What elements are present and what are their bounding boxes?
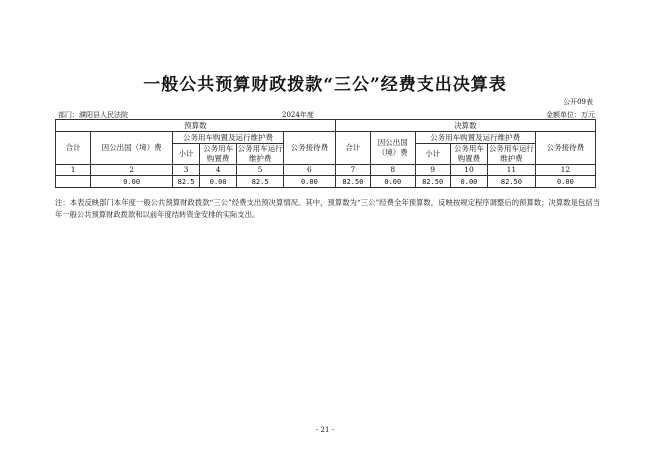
col-number: 5 bbox=[237, 165, 284, 176]
final-total-header: 合计 bbox=[335, 132, 370, 165]
col-number: 10 bbox=[450, 165, 487, 176]
final-reception-header: 公务接待费 bbox=[535, 132, 595, 165]
col-number: 11 bbox=[488, 165, 536, 176]
col-number: 9 bbox=[415, 165, 450, 176]
value-cell: 82.5 bbox=[237, 176, 284, 188]
final-abroad-header: 因公出国（境）费 bbox=[371, 132, 416, 165]
budget-subtotal-header: 小计 bbox=[173, 144, 200, 165]
budget-header: 预算数 bbox=[56, 120, 336, 132]
table-note: 注：本表反映部门本年度一般公共预算财政拨款“三公”经费支出预决算情况。其中，预算数为“三公”经费全年预算数，反映按规定程序调整后的预算数；决算数是包括当年一般公共预算财政拨款和以前年度结转资金安排的实际支出。 bbox=[55, 198, 600, 219]
page-title: 一般公共预算财政拨款“三公”经费支出决算表 bbox=[143, 75, 507, 95]
col-number: 8 bbox=[371, 165, 416, 176]
final-vehicle-buy-header: 公务用车购置费 bbox=[450, 144, 487, 165]
value-cell: 0.00 bbox=[535, 176, 595, 188]
col-number: 12 bbox=[535, 165, 595, 176]
budget-vehicle-run-header: 公务用车运行维护费 bbox=[237, 144, 283, 163]
value-cell: 0.00 bbox=[450, 176, 487, 188]
final-vehicle-run-header: 公务用车运行维护费 bbox=[488, 144, 534, 163]
form-number: 公开09表 bbox=[563, 98, 593, 106]
final-header: 决算数 bbox=[335, 120, 595, 132]
budget-reception-header: 公务接待费 bbox=[283, 132, 335, 165]
final-vehicle-header: 公务用车购置及运行维护费 bbox=[415, 132, 535, 144]
col-number: 1 bbox=[56, 165, 91, 176]
unit-label: 金额单位：万元 bbox=[546, 111, 595, 119]
value-cell: 0.00 bbox=[200, 176, 237, 188]
col-number: 7 bbox=[335, 165, 370, 176]
department-label: 部门：濮阳县人民法院 bbox=[58, 111, 128, 119]
final-subtotal-header: 小计 bbox=[415, 144, 450, 165]
year-label: 2024年度 bbox=[282, 111, 314, 119]
col-number: 4 bbox=[200, 165, 237, 176]
three-public-expense-table bbox=[55, 119, 596, 188]
value-cell: 0.00 bbox=[91, 176, 173, 188]
value-cell: 82.50 bbox=[488, 176, 536, 188]
value-cell bbox=[56, 176, 91, 188]
col-number: 6 bbox=[283, 165, 335, 176]
col-number: 2 bbox=[91, 165, 173, 176]
budget-vehicle-header: 公务用车购置及运行维护费 bbox=[173, 132, 284, 144]
budget-vehicle-buy-header: 公务用车购置费 bbox=[200, 144, 237, 165]
value-cell: 0.00 bbox=[371, 176, 416, 188]
value-cell: 82.50 bbox=[335, 176, 370, 188]
col-number: 3 bbox=[173, 165, 200, 176]
budget-total-header: 合计 bbox=[56, 132, 91, 165]
page-number: - 21 - bbox=[315, 426, 335, 434]
value-cell: 82.50 bbox=[415, 176, 450, 188]
value-cell: 0.00 bbox=[283, 176, 335, 188]
budget-abroad-header: 因公出国（境）费 bbox=[91, 132, 173, 165]
value-cell: 82.5 bbox=[173, 176, 200, 188]
